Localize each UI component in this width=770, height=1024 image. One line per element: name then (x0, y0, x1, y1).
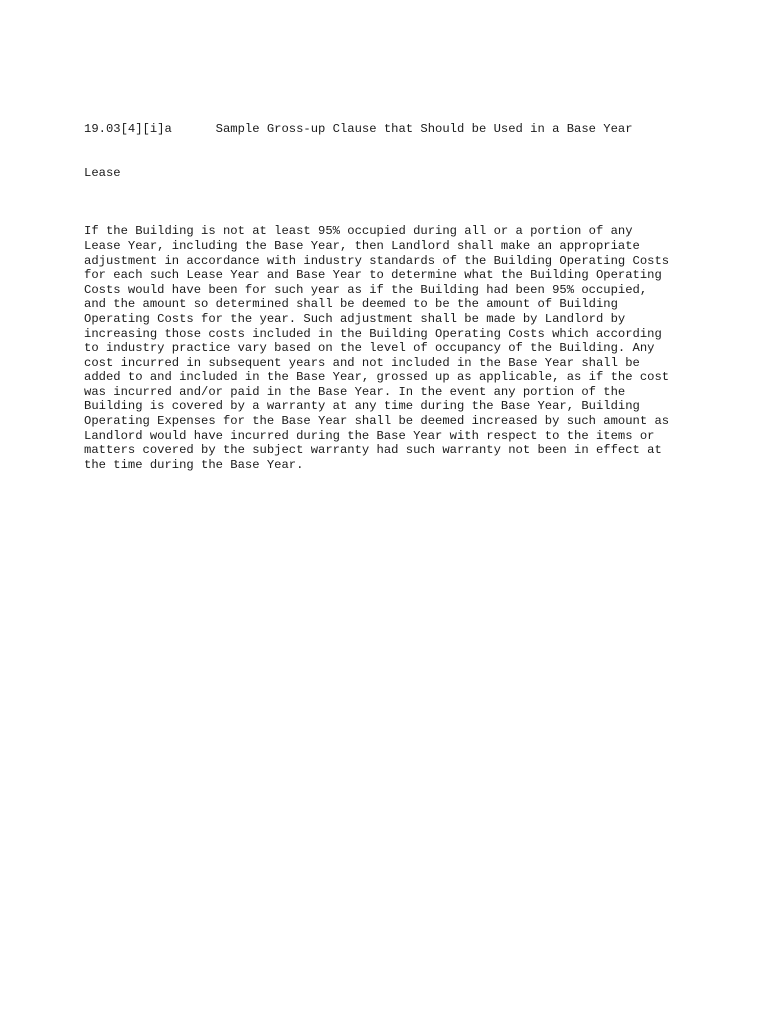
paragraph-line: to industry practice vary based on the level of occupancy of the Building. Any (84, 341, 655, 356)
paragraph-line: Landlord would have incurred during the Base Year with respect to the items or (84, 428, 655, 443)
paragraph-line: Costs would have been for such year as if the Building had been 95% occupied, (84, 282, 648, 297)
section-heading (84, 93, 724, 210)
paragraph-line: Building is covered by a warranty at any time during the Base Year, Building (84, 399, 640, 414)
paragraph-line: If the Building is not at least 95% occupied during all or a portion of any (84, 224, 633, 239)
paragraph-line: Lease Year, including the Base Year, then Landlord shall make an appropriate (84, 238, 640, 253)
paragraph-line: increasing those costs included in the Building Operating Costs which according (84, 326, 662, 341)
gross-up-clause-paragraph (84, 224, 724, 472)
document-page (84, 93, 724, 472)
paragraph-line: Operating Expenses for the Base Year shall be deemed increased by such amount as (84, 414, 670, 429)
paragraph-line: matters covered by the subject warranty had such warranty not been in effect at (84, 443, 662, 458)
paragraph-line: and the amount so determined shall be deemed to be the amount of Building (84, 297, 618, 312)
paragraph-line: adjustment in accordance with industry standards of the Building Operating Costs (84, 253, 670, 268)
paragraph-line: was incurred and/or paid in the Base Year. In the event any portion of the (84, 384, 626, 399)
paragraph-line: the time during the Base Year. (84, 457, 304, 472)
paragraph-line: cost incurred in subsequent years and not included in the Base Year shall be (84, 355, 640, 370)
paragraph-line: Operating Costs for the year. Such adjustment shall be made by Landlord by (84, 311, 626, 326)
paragraph-line: for each such Lease Year and Base Year to determine what the Building Operating (84, 268, 662, 283)
paragraph-line: added to and included in the Base Year, grossed up as applicable, as if the cost (84, 370, 670, 385)
section-heading-line: 19.03[4][i]a Sample Gross-up Clause that Should be Used in a Base Year (84, 122, 633, 137)
section-heading-line: Lease (84, 165, 121, 180)
